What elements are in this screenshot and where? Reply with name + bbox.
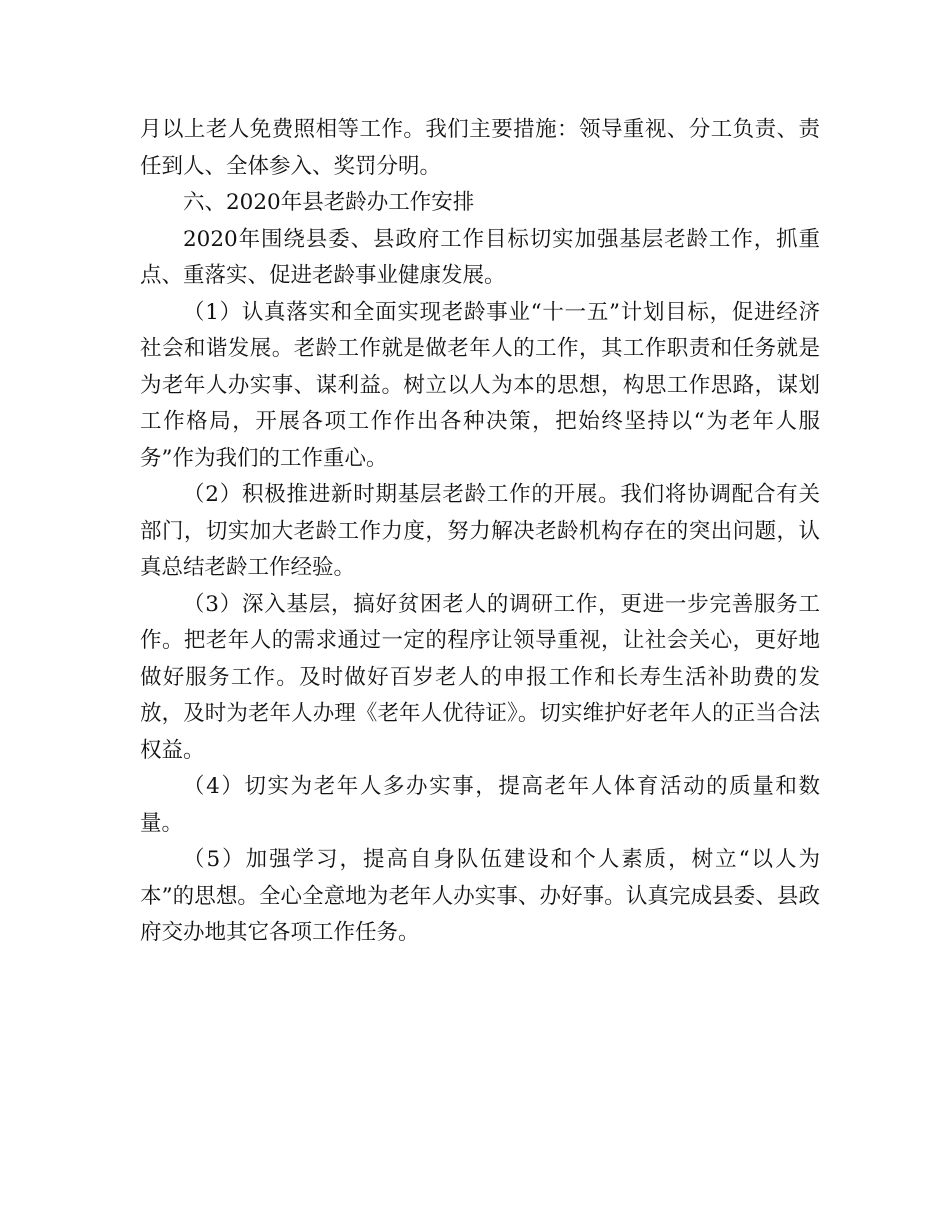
- paragraph-intro: 2020年围绕县委、县政府工作目标切实加强基层老龄工作，抓重点、重落实、促进老龄事业健康发展。: [140, 226, 820, 288]
- document-page: [140, 112, 820, 952]
- paragraph-item-3: （3）深入基层，搞好贫困老人的调研工作，更进一步完善服务工作。把老年人的需求通过一定的程序让领导重视，让社会关心，更好地做好服务工作。及时做好百岁老人的申报工作和长寿生活补助费的发放，及时为老年人办理《老年人优待证》。切实维护好老年人的正当合法权益。: [140, 591, 820, 763]
- paragraph-item-1: （1）认真落实和全面实现老龄事业“十一五”计划目标，促进经济社会和谐发展。老龄工作就是做老年人的工作，其工作职责和任务就是为老年人办实事、谋利益。树立以人为本的思想，构思工作思路，谋划工作格局，开展各项工作作出各种决策，把始终坚持以“为老年人服务”作为我们的工作重心。: [140, 299, 820, 471]
- paragraph-item-5: （5）加强学习，提高自身队伍建设和个人素质，树立“以人为本”的思想。全心全意地为老年人办实事、办好事。认真完成县委、县政府交办地其它各项工作任务。: [140, 847, 820, 945]
- paragraph-item-2: （2）积极推进新时期基层老龄工作的开展。我们将协调配合有关部门，切实加大老龄工作力度，努力解决老龄机构存在的突出问题，认真总结老龄工作经验。: [140, 482, 820, 580]
- paragraph-continuation: 月以上老人免费照相等工作。我们主要措施：领导重视、分工负责、责任到人、全体参入、奖罚分明。: [140, 117, 820, 179]
- section-heading-six: 六、2020年县老龄办工作安排: [183, 190, 475, 215]
- paragraph-item-4: （4）切实为老年人多办实事，提高老年人体育活动的质量和数量。: [140, 774, 820, 836]
